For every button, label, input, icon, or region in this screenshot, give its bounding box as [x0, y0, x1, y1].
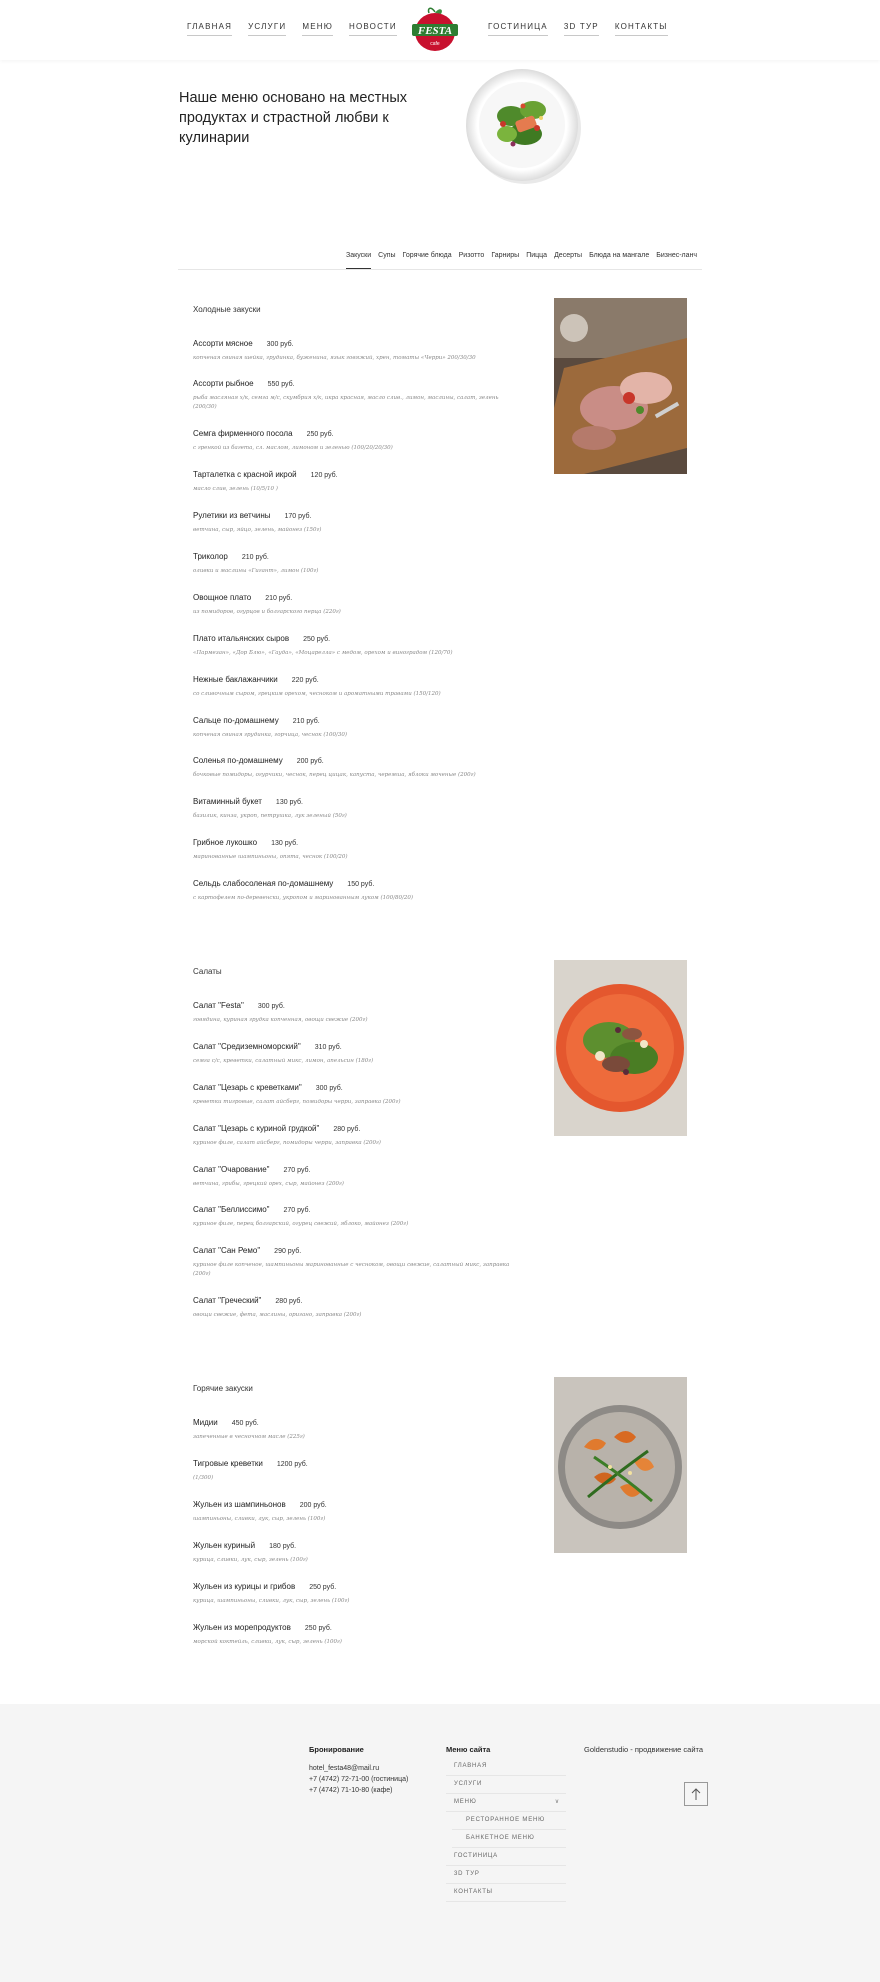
item-description: курица, сливки, лук, сыр, зелень (100г) — [193, 1557, 308, 1563]
nav-link-hotel[interactable]: ГОСТИНИЦА — [488, 22, 548, 36]
item-name: Мидии — [193, 1418, 218, 1427]
item-name: Тарталетка с красной икрой — [193, 470, 297, 479]
festa-logo[interactable] — [409, 4, 461, 54]
booking-phone-hotel[interactable]: +7 (4742) 72-71-00 (гостиница) — [309, 1776, 409, 1783]
item-price: 300 руб. — [315, 1085, 343, 1092]
footer-link-home[interactable]: ГЛАВНАЯ — [446, 1758, 566, 1776]
item-name: Жульен из шампиньонов — [193, 1500, 286, 1509]
item-name: Салат "Греческий" — [193, 1296, 262, 1305]
item-description: шампиньоны, сливки, лук, сыр, зелень (100г) — [193, 1516, 326, 1522]
item-price: 250 руб. — [303, 636, 331, 643]
footer-link-hotel[interactable]: ГОСТИНИЦА — [446, 1848, 566, 1866]
menu-item — [193, 1500, 513, 1524]
footer-link-menu-label: МЕНЮ — [454, 1799, 477, 1805]
item-price: 1200 руб. — [276, 1461, 308, 1468]
item-description: копченая свиная грудинка, горчица, чеснок (100/30) — [193, 732, 347, 738]
tab-hot-dishes[interactable]: Горячие блюда — [402, 252, 452, 259]
page-title: Наше меню основано на местных продуктах и страстной любви к кулинарии — [179, 90, 407, 146]
item-description: «Пармезан», «Дор Блю», «Гауда», «Моцарелла» с медом, орехом и виноградом (120/70) — [193, 650, 453, 656]
cold-snacks-image — [554, 298, 687, 474]
item-price: 220 руб. — [291, 677, 319, 684]
item-name: Салат "Цезарь с куриной грудкой" — [193, 1124, 320, 1133]
menu-item — [193, 1623, 513, 1647]
item-name: Грибное лукошко — [193, 838, 258, 847]
menu-item — [193, 1165, 513, 1189]
top-bar — [0, 0, 880, 60]
item-name: Рулетики из ветчины — [193, 511, 271, 520]
item-description: с картофелем по-деревенски, укропом и маринованным луком (100/80/20) — [193, 895, 413, 901]
booking-title: Бронирование — [309, 1745, 364, 1754]
item-price: 210 руб. — [265, 595, 293, 602]
item-description: со сливочным сыром, грецким орехом, чесноком и ароматными травами (150/120) — [193, 691, 441, 697]
item-price: 250 руб. — [306, 431, 334, 438]
item-description: ветчина, грибы, грецкий орех, сыр, майонез (200г) — [193, 1181, 344, 1187]
nav-link-contacts[interactable]: КОНТАКТЫ — [615, 22, 668, 36]
section-title: Горячие закуски — [193, 1384, 253, 1393]
section-title: Салаты — [193, 967, 222, 976]
nav-link-services[interactable]: УСЛУГИ — [248, 22, 286, 36]
item-description: запеченные в чесночном масле (225г) — [193, 1434, 305, 1440]
item-price: 120 руб. — [310, 472, 338, 479]
menu-item — [193, 756, 513, 780]
item-price: 150 руб. — [347, 881, 375, 888]
item-description: куриное филе, перец болгарский, огурец свежий, яблоко, майонез (200г) — [193, 1221, 409, 1227]
site-footer — [0, 1704, 880, 1982]
item-description: семга с/с, креветки, салатный микс, лимон, апельсин (180г) — [193, 1058, 374, 1064]
item-name: Ассорти рыбное — [193, 379, 254, 388]
tab-pizza[interactable]: Пицца — [526, 252, 548, 259]
item-price: 200 руб. — [299, 1502, 327, 1509]
booking-email[interactable]: hotel_festa48@mail.ru — [309, 1765, 380, 1772]
item-name: Тигровые креветки — [193, 1459, 263, 1468]
item-name: Салат "Средиземноморский" — [193, 1042, 301, 1051]
item-description: креветки тигровые, салат айсберг, помидоры черри, заправка (200г) — [193, 1099, 401, 1105]
item-name: Соленья по-домашнему — [193, 756, 283, 765]
tab-soups[interactable]: Супы — [378, 252, 396, 259]
nav-link-news[interactable]: НОВОСТИ — [349, 22, 397, 36]
item-name: Салат "Сан Ремо" — [193, 1246, 261, 1255]
nav-link-home[interactable]: ГЛАВНАЯ — [187, 22, 232, 36]
item-name: Жульен куриный — [193, 1541, 256, 1550]
logo-text: FESTA — [417, 25, 453, 37]
menu-item — [193, 675, 513, 699]
menu-item — [193, 511, 513, 535]
item-description: рыба масляная х/к, семга м/с, скумбрия х/к, икра красная, масло слив., лимон, маслины, салат, зелень (200/30) — [193, 395, 499, 410]
booking-contacts — [309, 1763, 408, 1796]
menu-item — [193, 1246, 513, 1278]
item-price: 280 руб. — [333, 1126, 361, 1133]
menu-item — [193, 1459, 513, 1483]
menu-item — [193, 593, 513, 617]
tabs-divider — [178, 269, 702, 270]
item-description: маринованные шампиньоны, опята, чеснок (100/20) — [193, 854, 348, 860]
logo-subtext: cafe — [430, 41, 440, 47]
item-price: 450 руб. — [231, 1420, 259, 1427]
item-description: ветчина, сыр, яйцо, зелень, майонез (150г) — [193, 527, 322, 533]
footer-menu — [446, 1758, 566, 1902]
nav-link-menu[interactable]: МЕНЮ — [302, 22, 333, 36]
nav-link-3d-tour[interactable]: 3D ТУР — [564, 22, 599, 36]
item-description: курица, шампиньоны, сливки, лук, сыр, зелень (100г) — [193, 1598, 350, 1604]
tab-garnishes[interactable]: Гарниры — [491, 252, 520, 259]
item-name: Семга фирменного посола — [193, 429, 293, 438]
menu-item — [193, 797, 513, 821]
item-description: говядина, куриная грудка копченная, овощи свежие (200г) — [193, 1017, 368, 1023]
item-description: морской коктейль, сливки, лук, сыр, зелень (100г) — [193, 1639, 342, 1645]
item-price: 270 руб. — [283, 1207, 311, 1214]
item-name: Сальце по-домашнему — [193, 716, 279, 725]
section-title: Холодные закуски — [193, 305, 261, 314]
chevron-down-icon[interactable]: ∨ — [554, 1799, 560, 1805]
menu-item — [193, 1083, 513, 1107]
item-price: 210 руб. — [241, 554, 269, 561]
main-nav-left — [187, 22, 397, 36]
tab-desserts[interactable]: Десерты — [554, 252, 583, 259]
item-price: 170 руб. — [284, 513, 312, 520]
tab-grill[interactable]: Блюда на мангале — [589, 252, 650, 259]
salads-image — [554, 960, 687, 1136]
item-description: базилик, кинза, укроп, петрушка, лук зеленый (50г) — [193, 813, 347, 819]
item-price: 130 руб. — [271, 840, 299, 847]
item-description: куриное филе копченое, шампиньоны маринованные с чесноком, овощи свежие, салатный микс, заправка (200г) — [193, 1262, 510, 1277]
menu-item — [193, 1124, 513, 1148]
item-price: 300 руб. — [257, 1003, 285, 1010]
footer-link-menu[interactable] — [446, 1794, 566, 1812]
menu-item — [193, 470, 513, 494]
menu-item — [193, 1582, 513, 1606]
booking-phone-cafe[interactable]: +7 (4742) 71-10-80 (кафе) — [309, 1787, 393, 1794]
menu-item — [193, 339, 513, 363]
menu-item — [193, 379, 513, 411]
item-price: 250 руб. — [304, 1625, 332, 1632]
footer-link-restaurant-menu[interactable]: РЕСТОРАННОЕ МЕНЮ — [452, 1812, 566, 1830]
item-name: Нежные баклажанчики — [193, 675, 278, 684]
item-description: (1/300) — [193, 1475, 214, 1481]
item-name: Жульен из морепродуктов — [193, 1623, 291, 1632]
item-name: Триколор — [193, 552, 228, 561]
menu-item — [193, 1205, 513, 1229]
tab-snacks[interactable]: Закуски — [346, 252, 371, 269]
footer-menu-title: Меню сайта — [446, 1745, 491, 1754]
footer-link-services[interactable]: УСЛУГИ — [446, 1776, 566, 1794]
menu-item — [193, 838, 513, 862]
menu-item — [193, 879, 513, 903]
item-description: из помидоров, огурцов и болгарского перца (220г) — [193, 609, 341, 615]
item-price: 250 руб. — [309, 1584, 337, 1591]
menu-item — [193, 1541, 513, 1565]
main-nav-right — [488, 22, 668, 36]
menu-item — [193, 1296, 513, 1320]
item-name: Жульен из курицы и грибов — [193, 1582, 296, 1591]
hero-dish-image — [463, 66, 583, 186]
developer-credit[interactable]: Goldenstudio - продвижение сайта — [584, 1745, 704, 1754]
item-price: 310 руб. — [314, 1044, 342, 1051]
item-price: 280 руб. — [275, 1298, 303, 1305]
item-name: Овощное плато — [193, 593, 252, 602]
item-description: оливки и маслины «Гигант», лимон (100г) — [193, 568, 319, 574]
item-name: Салат "Цезарь с креветками" — [193, 1083, 302, 1092]
tab-business-lunch[interactable]: Бизнес-ланч — [656, 252, 698, 259]
footer-link-contacts[interactable]: КОНТАКТЫ — [446, 1884, 566, 1902]
arrow-up-icon — [690, 1787, 702, 1801]
item-name: Ассорти мясное — [193, 339, 253, 348]
item-name: Витаминный букет — [193, 797, 262, 806]
item-name: Салат "Очарование" — [193, 1165, 270, 1174]
menu-item — [193, 1001, 513, 1025]
footer-link-banquet-menu[interactable]: БАНКЕТНОЕ МЕНЮ — [452, 1830, 566, 1848]
item-description: бочковые помидоры, огурчики, чеснок, перец цицак, капуста, черемша, яблоки моченые (200г) — [193, 772, 476, 778]
item-price: 290 руб. — [274, 1248, 302, 1255]
item-description: овощи свежие, фета, маслины, оригано, заправка (200г) — [193, 1312, 362, 1318]
menu-item — [193, 1418, 513, 1442]
item-name: Салат "Festa" — [193, 1001, 244, 1010]
item-price: 130 руб. — [275, 799, 303, 806]
item-price: 270 руб. — [283, 1167, 311, 1174]
item-price: 200 руб. — [296, 758, 324, 765]
footer-link-3d-tour[interactable]: 3D ТУР — [446, 1866, 566, 1884]
menu-item — [193, 429, 513, 453]
item-name: Салат "Беллиссимо" — [193, 1205, 270, 1214]
item-name: Сельдь слабосоленая по-домашнему — [193, 879, 334, 888]
item-price: 180 руб. — [269, 1543, 297, 1550]
item-description: куриное филе, салат айсберг, помидоры черри, заправка (200г) — [193, 1140, 381, 1146]
menu-item — [193, 634, 513, 658]
item-name: Плато итальянских сыров — [193, 634, 290, 643]
item-description: масло слив, зелень (10/5/10 ) — [193, 486, 278, 492]
hot-snacks-image — [554, 1377, 687, 1553]
item-description: с гренкой из багета, сл. маслом, лимоном и зеленью (100/20/20/30) — [193, 445, 393, 451]
menu-item — [193, 1042, 513, 1066]
item-description: копченая свиная шейка, грудинка, буженина, язык говяжий, хрен, томаты «Черри» 200/30/30 — [193, 355, 476, 361]
scroll-to-top-button[interactable] — [684, 1782, 708, 1806]
item-price: 550 руб. — [267, 381, 295, 388]
menu-item — [193, 552, 513, 576]
item-price: 210 руб. — [292, 718, 320, 725]
menu-category-tabs — [346, 252, 697, 269]
tab-risotto[interactable]: Ризотто — [458, 252, 485, 259]
menu-item — [193, 716, 513, 740]
item-price: 300 руб. — [266, 341, 294, 348]
